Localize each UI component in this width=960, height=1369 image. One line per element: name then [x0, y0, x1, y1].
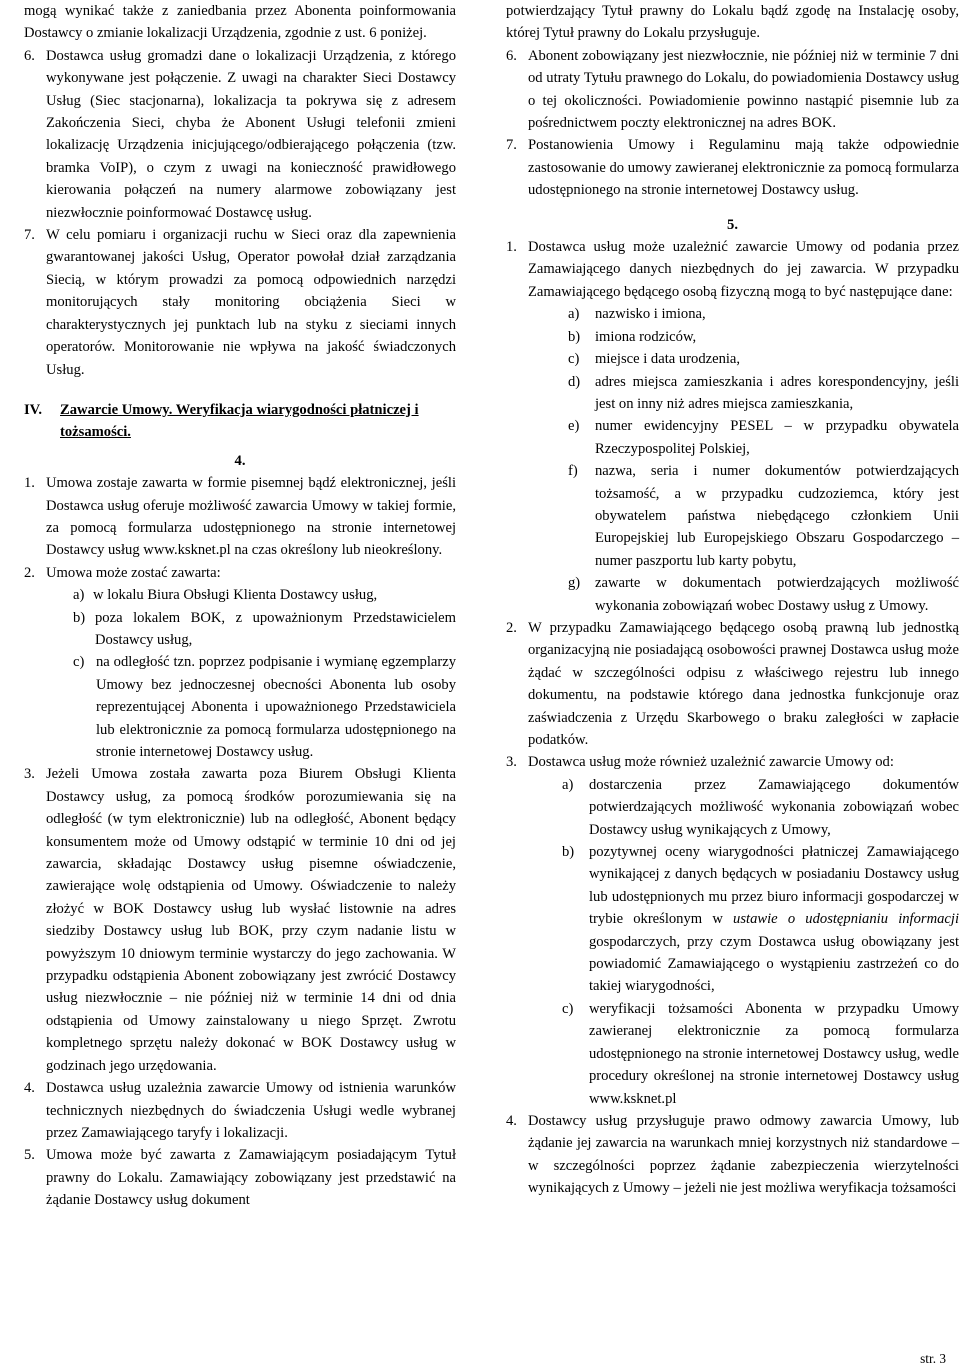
- sub-label: c): [73, 654, 85, 671]
- sub-text: [589, 841, 959, 998]
- list-item: [24, 472, 456, 562]
- left-column: [24, 0, 456, 1212]
- sub-text: nazwa, seria i numer dokumentów potwierdzających tożsamość, a w przypadku cudzoziemca, który jest obywatelem państwa niebędącego członkiem Unii Europejskiej lub Europejskiego Obszaru Gospodarczego – numer paszportu lub karty pobytu,: [595, 463, 959, 569]
- sub-item: [568, 460, 959, 572]
- section-number: 5.: [727, 216, 738, 233]
- item-number: 2.: [506, 619, 517, 636]
- item-text: Umowa może być zawarta z Zamawiającym posiadającym Tytuł prawny do Lokalu. Zamawiający zobowiązany jest przedstawić na żądanie Dostawcy usług dokument: [46, 1147, 456, 1209]
- sub-text: numer ewidencyjny PESEL – w przypadku obywatela Rzeczypospolitej Polskiej,: [595, 418, 959, 457]
- sub-text: nazwisko i imiona,: [595, 306, 706, 323]
- list-item: [24, 224, 456, 381]
- sub-label: e): [568, 418, 580, 435]
- sub-item: [568, 415, 959, 460]
- item-text: Dostawca usług uzależnia zawarcie Umowy od istnienia warunków technicznych niezbędnych do świadczenia Usługi wedle wybranej przez Zamawiającego taryfy i lokalizacji.: [46, 1080, 456, 1141]
- list-item: [506, 236, 959, 617]
- item-number: 4.: [24, 1080, 35, 1097]
- item-text: Dostawca usług może uzależnić zawarcie Umowy od podania przez Zamawiającego danych niezbędnych do jej zawarcia. W przypadku Zamawiającego będącego osobą fizyczną mogą to być następujące dane:: [528, 239, 959, 300]
- sub-label: b): [73, 609, 86, 626]
- sub-item: [568, 303, 959, 325]
- chapter-title: Zawarcie Umowy. Weryfikacja wiarygodności płatniczej i tożsamości.: [60, 401, 419, 441]
- item-number: 1.: [506, 239, 517, 256]
- sub-text-part: pozytywnej oceny wiarygodności płatniczej Zamawiającego wynikającej z danych będących w posiadaniu Dostawcy usług lub udostępnionych mu przez biuro informacji gospodarczej w trybie określonym w: [589, 844, 959, 928]
- sub-text: imiona rodziców,: [595, 328, 697, 345]
- list-item: [24, 1077, 456, 1144]
- page-number: str. 3: [920, 1351, 946, 1366]
- item-text: Umowa zostaje zawarta w formie pisemnej bądź elektronicznej, jeśli Dostawca usług oferuje możliwość zawarcia Umowy w takiej formie, za pomocą formularza udostępnionego na stronie internetowej Dostawcy usług www.ksknet.pl na czas określony lub nieokreślony.: [46, 475, 456, 559]
- item-number: 7.: [506, 137, 517, 154]
- list-item: [24, 562, 456, 764]
- right-column: [506, 0, 959, 1200]
- sub-label: b): [562, 844, 575, 861]
- sub-list: [46, 584, 456, 763]
- item-number: 5.: [24, 1147, 35, 1164]
- sub-item: [562, 998, 959, 1110]
- item-number: 4.: [506, 1112, 517, 1129]
- list-item: [506, 1110, 959, 1200]
- sub-item: [73, 584, 456, 606]
- item-text: Dostawcy usług przysługuje prawo odmowy zawarcia Umowy, lub żądanie jej zawarcia na warunkach mniej korzystnych niż standardowe – w szczególności poprzez żądanie zabezpieczenia wierzytelności wynikających z Umowy – jeżeli nie jest możliwa weryfikacja tożsamości: [528, 1112, 959, 1197]
- item-number: 1.: [24, 475, 35, 492]
- sub-label: d): [568, 373, 581, 390]
- item-number: 7.: [24, 227, 35, 244]
- sub-label: f): [568, 463, 578, 480]
- sub-item: [562, 841, 959, 998]
- sub-label: a): [73, 587, 85, 604]
- item-text: Dostawca usług może również uzależnić zawarcie Umowy od:: [528, 754, 894, 771]
- list-item: [506, 134, 959, 201]
- item-number: 2.: [24, 564, 35, 581]
- continued-paragraph: potwierdzający Tytuł prawny do Lokalu bądź zgodę na Instalację osoby, której Tytuł prawny do Lokalu przysługuje.: [506, 3, 959, 42]
- sub-item: [568, 348, 959, 370]
- sub-label: a): [568, 306, 580, 323]
- list-item: [24, 45, 456, 224]
- item-number: 6.: [506, 47, 517, 64]
- act-title: ustawie o udostępnianiu informacji: [733, 911, 959, 928]
- intro-paragraph: mogą wynikać także z zaniedbania przez Abonenta poinformowania Dostawcy o zmianie lokalizacji Urządzenia, zgodnie z ust. 6 poniżej.: [24, 3, 456, 42]
- sub-item: [568, 326, 959, 348]
- sub-label: c): [562, 1000, 574, 1017]
- sub-text: na odległość tzn. poprzez podpisanie i wymianę egzemplarzy Umowy bez jednoczesnej obecności Abonenta lub osoby reprezentującej Abonenta i upoważnionego Przedstawiciela lub elektronicznie za pomocą formularza udostępnionego na stronie internetowej Dostawcy usług.: [96, 654, 456, 760]
- sub-item: [73, 651, 456, 763]
- item-text: W celu pomiaru i organizacji ruchu w Sieci oraz dla zapewnienia gwarantowanej jakości Usług, Operator powołał dział zarządzania Siecią, w którym prowadzi za pomocą odpowiednich narzędzi monitorujących stały monitoring obciążenia Sieci w charakterystycznych jej punktach lub na styku z sieciami innych operatorów. Monitorowanie nie wpływa na jakość świadczonych Usług.: [46, 227, 456, 378]
- sub-text: miejsce i data urodzenia,: [595, 351, 741, 368]
- item-text: Jeżeli Umowa została zawarta poza Biurem Obsługi Klienta Dostawcy usług, za pomocą środków porozumiewania się na odległość (w tym elektronicznie) lub na odległość, Abonent będący konsumentem może od Umowy odstąpić w terminie 10 dni od jej zawarcia, składając Dostawcy usług pisemne oświadczenie, zawierające wolę odstąpienia od Umowy. Oświadczenie to należy złożyć w BOK Dostawcy usług lub wysłać listownie na adres siedziby Dostawcy usług lub BOK, przy czym nadanie listu w powyższym 10 dniowym terminie wystarczy do jego zachowania. W przypadku odstąpienia Abonent zobowiązany jest zwrócić Dostawcy usług niezwłocznie – nie później niż w terminie 14 dni od dnia odstąpienia od Umowy zainstalowany u niego Sprzęt. Zwrotu kompletnego sprzętu należy dokonać w BOK Dostawcy usług w godzinach jego urzędowania.: [46, 766, 456, 1074]
- item-text: Umowa może zostać zawarta:: [46, 564, 221, 581]
- sub-label: g): [568, 575, 581, 592]
- sub-item: [568, 371, 959, 416]
- item-text: Abonent zobowiązany jest niezwłocznie, nie później niż w terminie 7 dni od utraty Tytułu prawnego do Lokalu, do powiadomienia Dostawcy usług o tej okoliczności. Powiadomienie powinno nastąpić pisemnie lub za pośrednictwem poczty elektronicznej na adres BOK.: [528, 47, 959, 132]
- sub-item: [73, 607, 456, 652]
- list-item: [506, 751, 959, 1110]
- list-item: [506, 45, 959, 135]
- sub-label: c): [568, 351, 580, 368]
- item-text: Postanowienia Umowy i Regulaminu mają także odpowiednie zastosowanie do umowy zawieranej elektronicznie za pomocą formularza udostępnionego na stronie internetowej Dostawcy usług.: [528, 137, 959, 199]
- chapter-number: IV.: [24, 401, 42, 418]
- sub-list: [528, 303, 959, 617]
- item-text: Dostawca usług gromadzi dane o lokalizacji Urządzenia, z którego wykonywane jest połączenie. Z uwagi na charakter Sieci Dostawcy Usług (Siec stacjonarna), lokalizacja ta pokrywa się z adresem Zakończenia Sieci, chyba że Abonent Usługi telefonii zmieni lokalizację Urządzenia inicjującego/odbierającego połączenia (tzw. bramka VoIP), o czym z uwagi na konieczność prawidłowego kierowania połączeń na numery alarmowe zobowiązany jest niezwłocznie poinformować Dostawcę usług.: [46, 47, 456, 221]
- list-item: [24, 1144, 456, 1211]
- sub-text: poza lokalem BOK, z upoważnionym Przedstawicielem Dostawcy usług,: [95, 609, 456, 648]
- item-number: 3.: [24, 766, 35, 783]
- list-item: [24, 763, 456, 1077]
- sub-text: weryfikacji tożsamości Abonenta w przypadku Umowy zawieranej elektronicznie za pomocą formularza udostępnionego na stronie internetowej Dostawcy usług, wedle procedury określonej na stronie internetowej Dostawcy usług www.ksknet.pl: [589, 1000, 959, 1107]
- item-number: 6.: [24, 47, 35, 64]
- sub-text: w lokalu Biura Obsługi Klienta Dostawcy usług,: [93, 587, 378, 604]
- sub-label: a): [562, 776, 574, 793]
- sub-text: dostarczenia przez Zamawiającego dokumentów potwierdzających możliwość wykonania zobowiązań wobec Dostawcy usług wynikających z Umowy,: [589, 776, 959, 838]
- sub-text-part: gospodarczych, przy czym Dostawca usług obowiązany jest powiadomić Zamawiającego o wystąpieniu zastrzeżeń co do takiej wiarygodności,: [589, 933, 959, 995]
- sub-item: [562, 774, 959, 841]
- sub-text: zawarte w dokumentach potwierdzających możliwość wykonania zobowiązań wobec Dostawy usług z Umowy.: [595, 575, 959, 614]
- list-item: [506, 617, 959, 751]
- sub-text: adres miejsca zamieszkania i adres korespondencyjny, jeśli jest on inny niż adres miejsca zamieszkania,: [595, 373, 959, 412]
- sub-list: [528, 774, 959, 1110]
- section-number: 4.: [234, 452, 246, 469]
- item-number: 3.: [506, 754, 517, 771]
- chapter-heading: [24, 399, 456, 444]
- sub-item: [568, 572, 959, 617]
- item-text: W przypadku Zamawiającego będącego osobą prawną lub jednostką organizacyjną nie posiadającą osobowości prawnej Dostawca usług może żądać w szczególności odpisu z właściwego rejestru lub innego dokumentu, na podstawie którego dana jednostka funkcjonuje oraz zaświadczenia z Urzędu Skarbowego o braku zaległości w zapłacie podatków.: [528, 619, 959, 748]
- sub-label: b): [568, 328, 581, 345]
